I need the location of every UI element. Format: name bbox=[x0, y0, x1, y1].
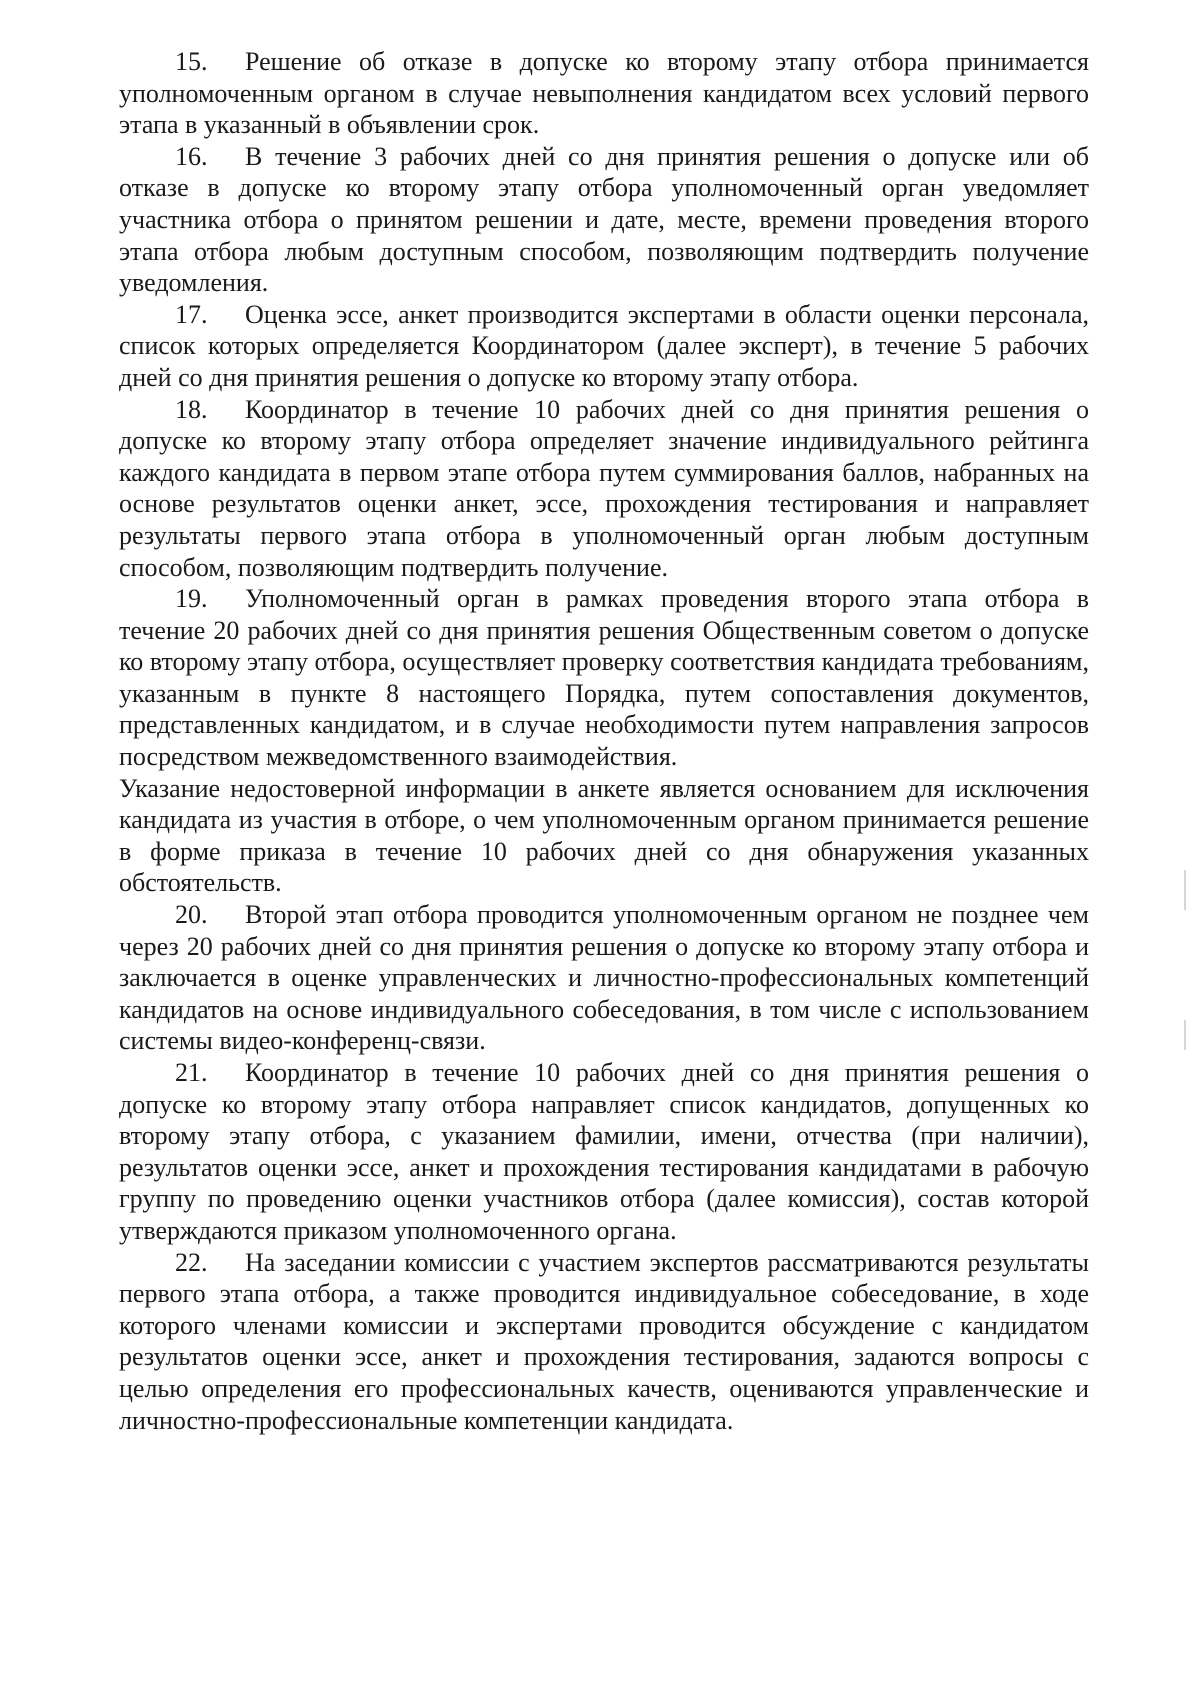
paragraph-16 bbox=[119, 141, 1089, 299]
paragraph-text: Координатор в течение 10 рабочих дней со дня принятия решения о допуске ко второму этапу отбора направляет список кандидатов, допущенных ко второму этапу отбора, с указанием фамилии, имени, отчества (при наличии), результатов оценки эссе, анкет и прохождения тестирования кандидатами в рабочую группу по проведению оценки участников отбора (далее комиссия), состав которой утверждаются приказом уполномоченного органа. bbox=[119, 1058, 1089, 1245]
paragraph-19-continuation bbox=[119, 773, 1089, 899]
document-body bbox=[119, 46, 1089, 1436]
paragraph-20 bbox=[119, 899, 1089, 1057]
paragraph-text: Второй этап отбора проводится уполномоченным органом не позднее чем через 20 рабочих дней со дня принятия решения о допуске ко второму этапу отбора и заключается в оценке управленческих и личностно-профессиональных компетенций кандидатов на основе индивидуального собеседования, в том числе с использованием системы видео-конференц-связи. bbox=[119, 900, 1089, 1056]
paragraph-15 bbox=[119, 46, 1089, 141]
scan-artifact bbox=[1184, 870, 1186, 910]
paragraph-number: 21. bbox=[175, 1058, 208, 1087]
paragraph-number: 20. bbox=[175, 900, 208, 930]
paragraph-text: В течение 3 рабочих дней со дня принятия решения о допуске или об отказе в допуске ко второму этапу отбора уполномоченный орган уведомляет участника отбора о принятом решении и дате, месте, времени проведения второго этапа отбора любым доступным способом, позволяющим подтвердить получение уведомления. bbox=[119, 141, 1089, 298]
paragraph-17 bbox=[119, 299, 1089, 394]
paragraph-number: 16. bbox=[175, 141, 208, 171]
paragraph-text: Оценка эссе, анкет производится экспертами в области оценки персонала, список которых определяется Координатором (далее эксперт), в течение 5 рабочих дней со дня принятия решения о допуске ко второму этапу отбора. bbox=[119, 299, 1089, 392]
paragraph-21 bbox=[119, 1057, 1089, 1247]
paragraph-text: Уполномоченный орган в рамках проведения второго этапа отбора в течение 20 рабочих дней со дня принятия решения Общественным советом о допуске ко второму этапу отбора, осуществляет проверку соответствия кандидата требованиям, указанным в пункте 8 настоящего Порядка, путем сопоставления документов, представленных кандидатом, и в случае необходимости путем направления запросов посредством межведомственного взаимодействия. bbox=[119, 584, 1089, 772]
paragraph-22 bbox=[119, 1247, 1089, 1437]
paragraph-number: 19. bbox=[175, 584, 208, 614]
paragraph-number: 22. bbox=[175, 1247, 208, 1277]
paragraph-text: Решение об отказе в допуске ко второму этапу отбора принимается уполномоченным органом в случае невыполнения кандидатом всех условий первого этапа в указанный в объявлении срок. bbox=[119, 47, 1089, 140]
paragraph-number: 18. bbox=[175, 394, 208, 424]
paragraph-text: На заседании комиссии с участием экспертов рассматриваются результаты первого этапа отбора, а также проводится индивидуальное собеседование, в ходе которого членами комиссии и экспертами проводится обсуждение с кандидатом результатов оценки эссе, анкет и прохождения тестирования, задаются вопросы с целью определения его профессиональных качеств, оцениваются управленческие и личностно-профессиональные компетенции кандидата. bbox=[119, 1247, 1089, 1435]
paragraph-text: Указание недостоверной информации в анкете является основанием для исключения кандидата из участия в отборе, о чем уполномоченным органом принимается решение в форме приказа в течение 10 рабочих дней со дня обнаружения указанных обстоятельств. bbox=[119, 773, 1089, 898]
paragraph-text: Координатор в течение 10 рабочих дней со дня принятия решения о допуске ко второму этапу отбора определяет значение индивидуального рейтинга каждого кандидата в первом этапе отбора путем суммирования баллов, набранных на основе результатов оценки анкет, эссе, прохождения тестирования и направляет результаты первого этапа отбора в уполномоченный орган любым доступным способом, позволяющим подтвердить получение. bbox=[119, 394, 1089, 582]
paragraph-number: 15. bbox=[175, 47, 208, 76]
paragraph-18 bbox=[119, 394, 1089, 584]
scan-artifact bbox=[1184, 1020, 1186, 1050]
paragraph-19 bbox=[119, 583, 1089, 773]
paragraph-number: 17. bbox=[175, 299, 208, 329]
